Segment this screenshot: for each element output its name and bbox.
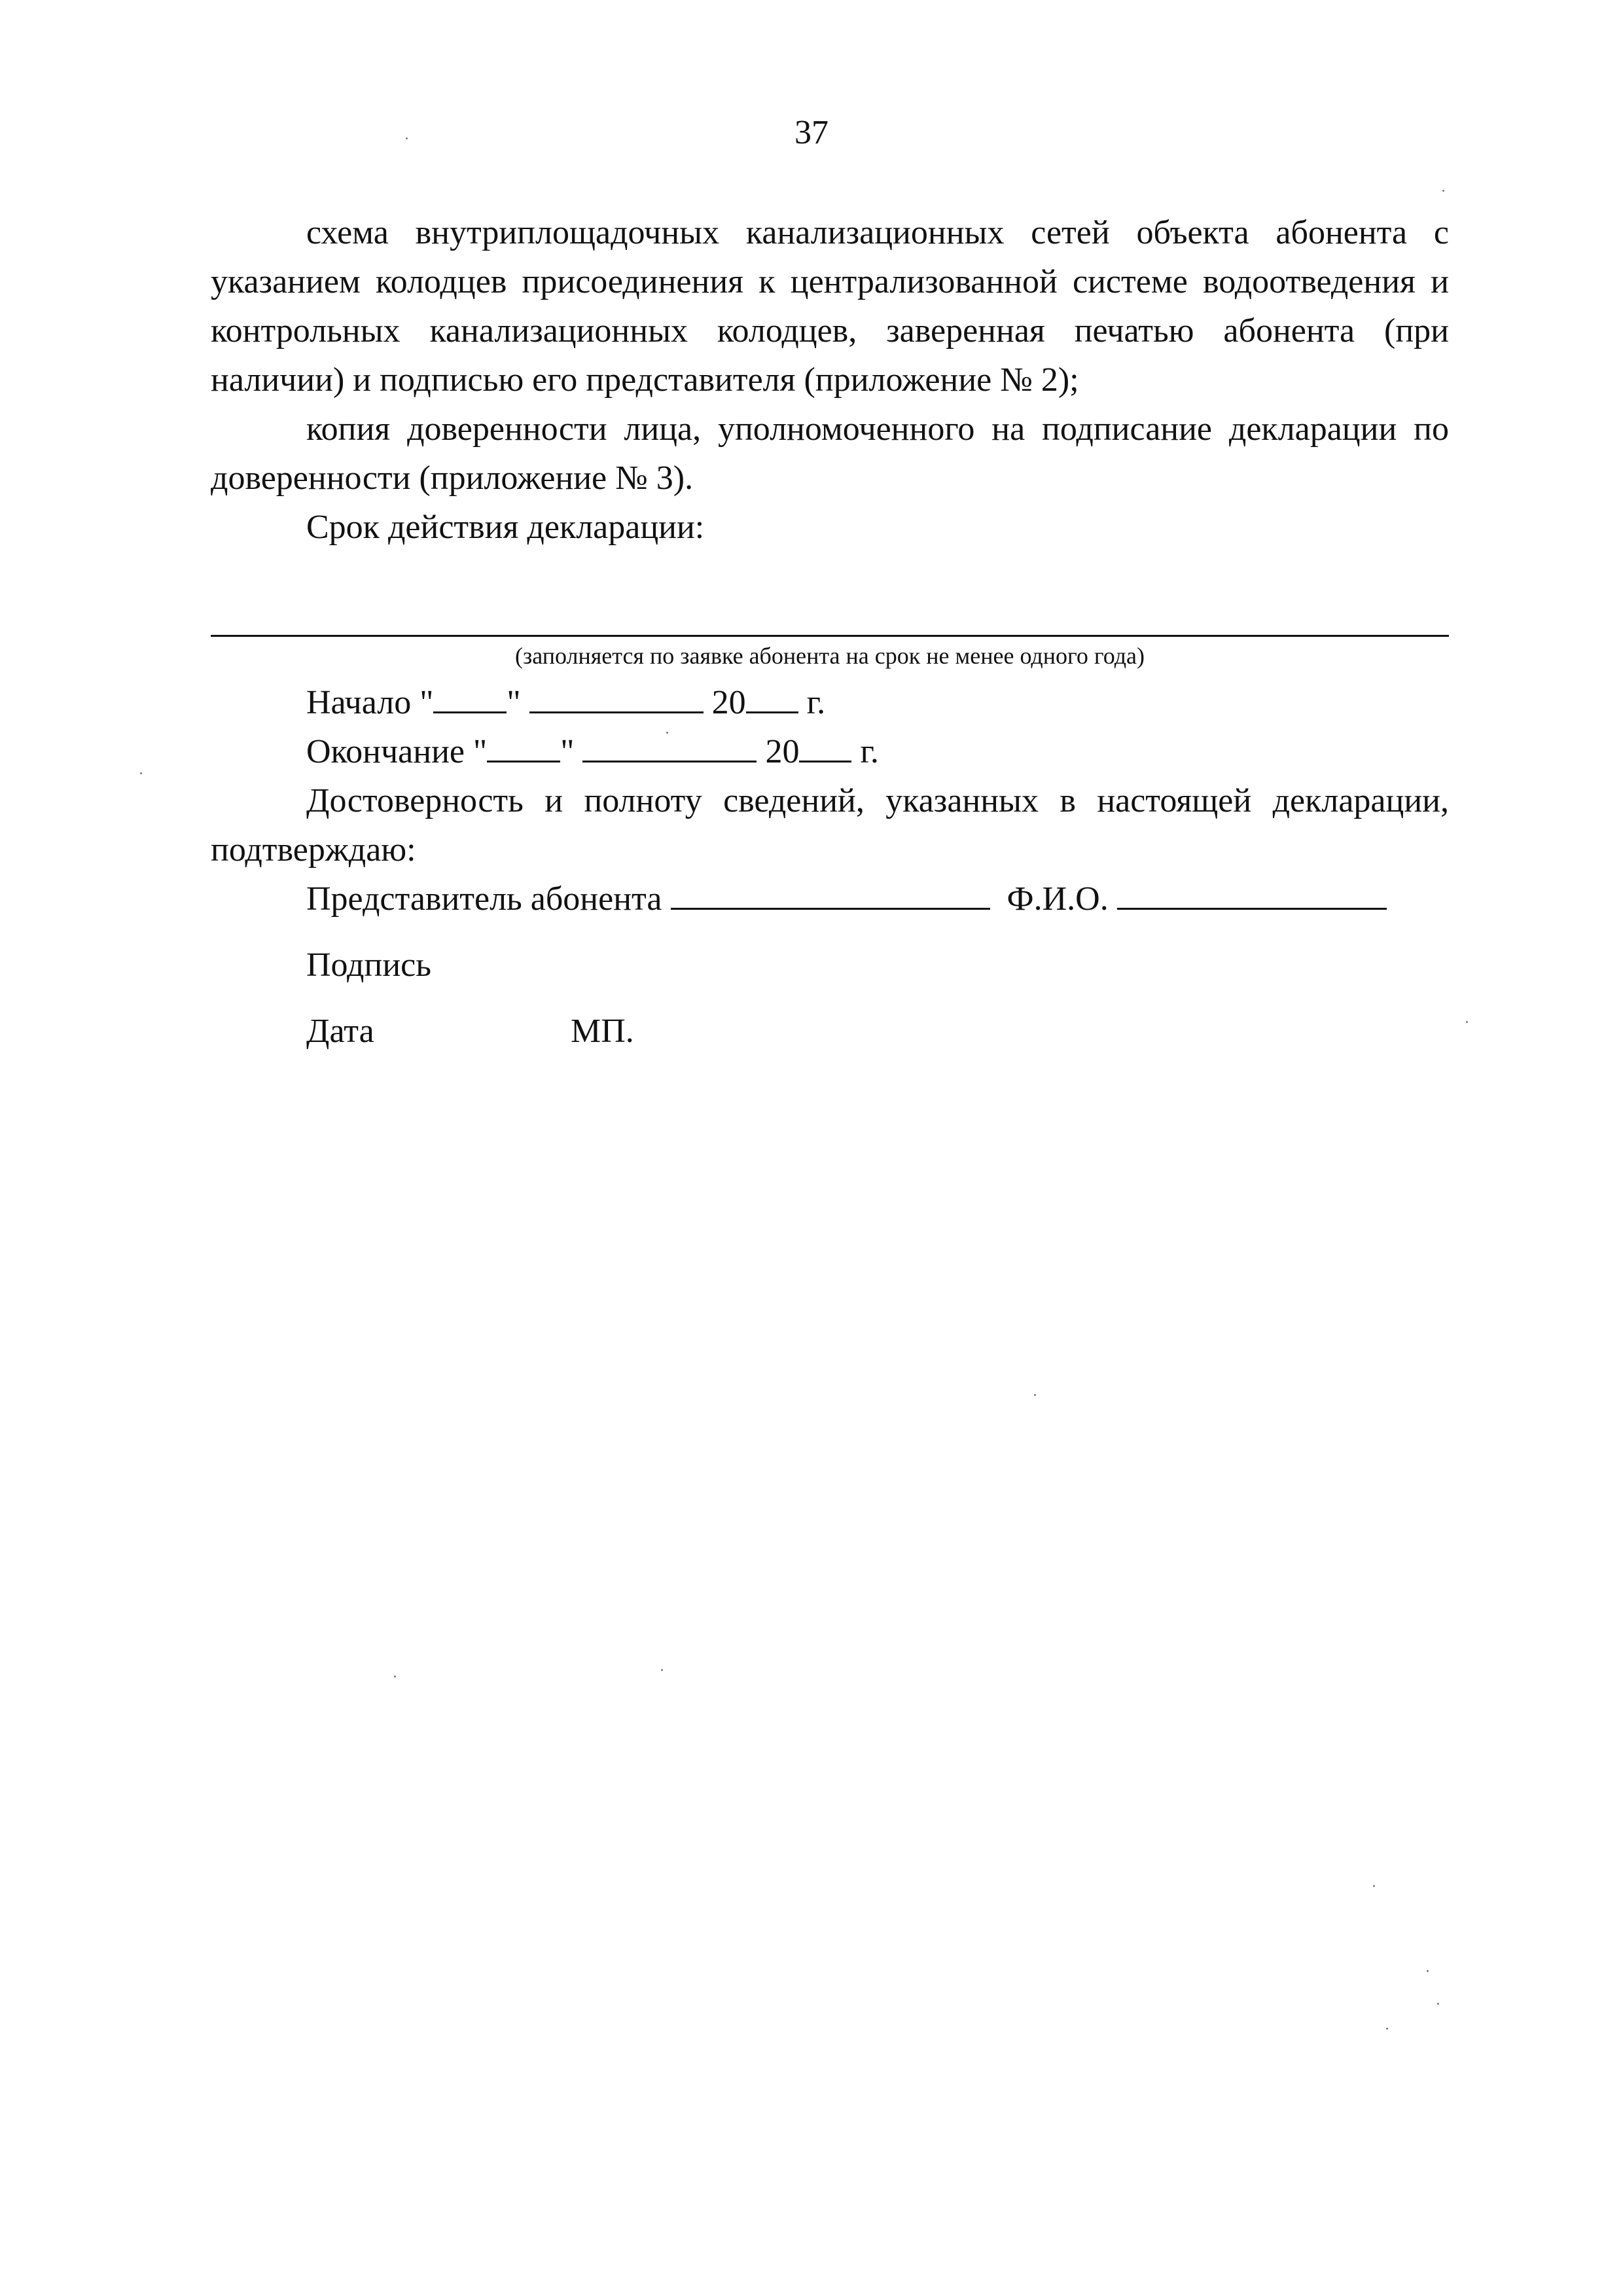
- scan-speck: [1437, 2003, 1439, 2005]
- scan-speck: [1427, 1970, 1429, 1972]
- fio-blank[interactable]: [1117, 879, 1387, 910]
- end-year-blank[interactable]: [799, 732, 851, 762]
- start-year-suffix: г.: [806, 684, 826, 721]
- representative-label: Представитель абонента: [306, 880, 662, 918]
- end-year-suffix: г.: [860, 733, 879, 770]
- end-quote-close: ": [560, 733, 575, 770]
- representative-signature-blank[interactable]: [671, 879, 990, 910]
- scan-speck: [1442, 190, 1444, 192]
- scan-speck: [666, 732, 668, 734]
- start-date-line: [211, 678, 1449, 727]
- signature-label: Подпись: [306, 946, 431, 984]
- start-year-prefix: 20: [711, 684, 746, 721]
- scan-speck: [406, 137, 408, 139]
- signature-line: [211, 941, 1449, 990]
- confirmation-paragraph: Достоверность и полноту сведений, указанных в настоящей декларации, подтверждаю:: [211, 782, 1449, 869]
- representative-line: [211, 874, 1449, 924]
- end-label: Окончание ": [306, 733, 488, 770]
- start-label: Начало ": [306, 684, 434, 721]
- end-month-blank[interactable]: [582, 732, 757, 762]
- date-label: Дата: [306, 1013, 374, 1050]
- fio-label: Ф.И.О.: [1007, 880, 1109, 918]
- scan-speck: [1373, 1885, 1375, 1887]
- scan-speck: [661, 1669, 663, 1671]
- paragraph-power-of-attorney: копия доверенности лица, уполномоченного на подписание декларации по доверенности (приложение № 3).: [211, 410, 1449, 497]
- validity-label: Срок действия декларации:: [306, 509, 705, 546]
- stamp-label: МП.: [571, 1013, 634, 1050]
- page-number: 37: [794, 114, 829, 151]
- document-body-top: [211, 208, 1449, 552]
- start-quote-close: ": [507, 684, 521, 721]
- end-year-prefix: 20: [765, 733, 800, 770]
- scan-speck: [394, 1676, 396, 1677]
- start-year-blank[interactable]: [746, 683, 798, 713]
- start-month-blank[interactable]: [529, 683, 704, 713]
- document-body-bottom: [211, 678, 1449, 1056]
- scan-speck: [140, 772, 142, 774]
- validity-caption: (заполняется по заявке абонента на срок не менее одного года): [515, 643, 1145, 669]
- scan-speck: [1386, 2028, 1388, 2030]
- end-date-line: [211, 727, 1449, 776]
- paragraph-scheme: схема внутриплощадочных канализационных сетей объекта абонента с указанием колодцев присоединения к централизованной системе водоотведения и контрольных канализационных колодцев, заверенная печатью абонента (при наличии) и подписью его представителя (приложение № 2);: [211, 214, 1449, 399]
- date-stamp-line: [211, 1007, 1449, 1056]
- validity-underline: [211, 635, 1449, 637]
- end-day-blank[interactable]: [487, 732, 560, 762]
- start-day-blank[interactable]: [433, 683, 507, 713]
- scan-speck: [1466, 1021, 1468, 1023]
- scan-speck: [1034, 1394, 1036, 1396]
